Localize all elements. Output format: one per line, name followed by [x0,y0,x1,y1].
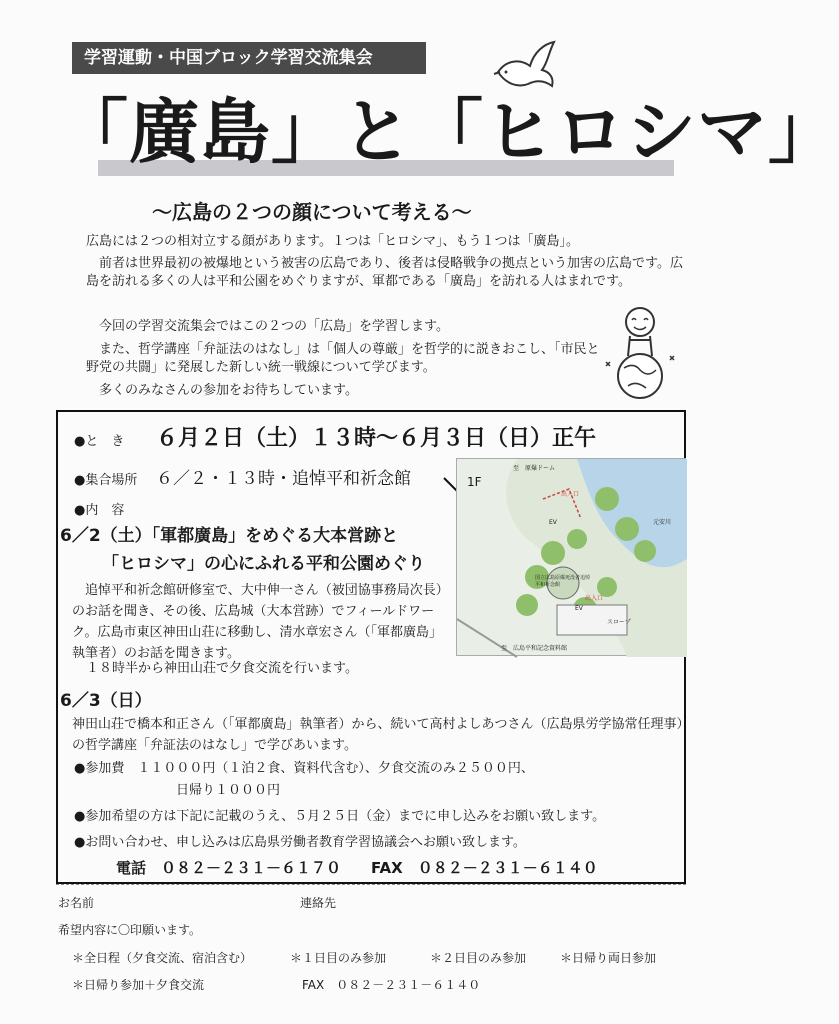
place-label: ●集合場所 [74,473,138,488]
form-fax: FAX ０８２－２３１－６１４０ [302,978,481,992]
when-label: ●と き [74,434,125,449]
form-option-full: ＊全日程（夕食交流、宿泊含む） [72,951,253,965]
map-image [456,458,686,656]
intro-paragraph-1: 広島には２つの相対立する顔があります。１つは「ヒロシマ」、もう１つは「廣島」。 [86,234,579,249]
globe-person-icon [600,300,680,400]
form-divider [56,884,686,885]
form-option-day-dinner: ＊日帰り参加＋夕食交流 [72,978,205,992]
map-label-ev: EV [549,519,557,526]
form-option-day2: ＊２日目のみ参加 [430,951,527,965]
map-label-1f: 1F [467,475,482,489]
day2-body: 神田山荘で橋本和正さん（「軍都廣島」執筆者）から、続いて高村よしあつさん（広島県労学協常任理事）の哲学講座「弁証法のはなし」で学びあいます。 [72,717,684,753]
map-label-river: 元安川 [653,519,672,526]
intro-paragraph-3: 今回の学習交流集会ではこの２つの「広島」を学習します。 [99,319,449,334]
day1-dinner: １８時半から神田山荘で夕食交流を行います。 [86,661,358,676]
day2-heading: 6／3（日） [60,691,152,711]
fee-line-1: ●参加費 １１０００円（１泊２食、資料代含む）、夕食交流のみ２５００円、 [74,761,534,776]
map-label-entrance: 出入口 [585,595,604,602]
form-instruction: 希望内容に〇印願います。 [58,923,202,937]
day1-body: 追悼平和祈念館研修室で、大中伸一さん（被団協事務局次長）のお話を聞き、その後、広島城（大本営跡）でフィールドワーク。広島市東区神田山荘に移動し、清水章宏さん（「軍都廣島」執筆者）のお話を聞きます。 [72,583,449,661]
map-label-ev-2: EV [575,605,583,612]
map-label-hall: 国立広島原爆死没者追悼平和祈念館 [535,575,591,588]
map-label-museum: 至 広島平和記念資料館 [501,645,568,652]
form-contact-label: 連絡先 [300,896,337,910]
intro-paragraph-4: また、哲学講座「弁証法のはなし」は「個人の尊厳」を哲学的に説きおこし、「市民と野党の共闘」に発展した新しい統一戦線について学びます。 [86,342,600,375]
content-label: ●内 容 [74,503,125,518]
form-option-day-trips: ＊日帰り両日参加 [560,951,657,965]
place-value: ６／２・１３時・追悼平和祈念館 [156,469,411,489]
map-label-dome: 至 原爆ドーム [513,465,556,472]
inquiry-note: ●お問い合わせ、申し込みは広島県労働者教育学習協議会へお願い致します。 [74,835,526,850]
day1-heading-2: 「ヒロシマ」の心にふれる平和公園めぐり [102,554,425,574]
page-subtitle: ～広島の２つの顔について考える～ [152,200,472,224]
map-label-slope: スロープ [607,619,631,626]
fee-line-2: 日帰り１０００円 [176,783,281,798]
page-title: 「廣島」と「ヒロシマ」 [58,91,839,173]
event-banner: 学習運動・中国ブロック学習交流集会 [72,42,426,74]
day1-heading: 6／2（土）「軍都廣島」をめぐる大本営跡と [60,526,399,546]
form-option-day1: ＊１日目のみ参加 [290,951,387,965]
map-label-entrance-2: 出入口 [561,491,580,498]
form-name-label: お名前 [58,896,95,910]
intro-paragraph-5: 多くのみなさんの参加をお待ちしています。 [99,383,358,398]
deadline-note: ●参加希望の方は下記に記載のうえ、５月２５日（金）までに申し込みをお願い致します。 [74,809,606,824]
when-value: ６月２日（土）１３時～６月３日（日）正午 [156,426,597,451]
contact-phone-fax: 電話 ０８２－２３１－６１７０ FAX ０８２－２３１－６１４０ [116,859,598,877]
intro-paragraph-2: 前者は世界最初の被爆地という被害の広島であり、後者は侵略戦争の拠点という加害の広島です。広島を訪れる多くの人は平和公園をめぐりますが、軍都である「廣島」を訪れる人はまれです。 [86,256,683,289]
